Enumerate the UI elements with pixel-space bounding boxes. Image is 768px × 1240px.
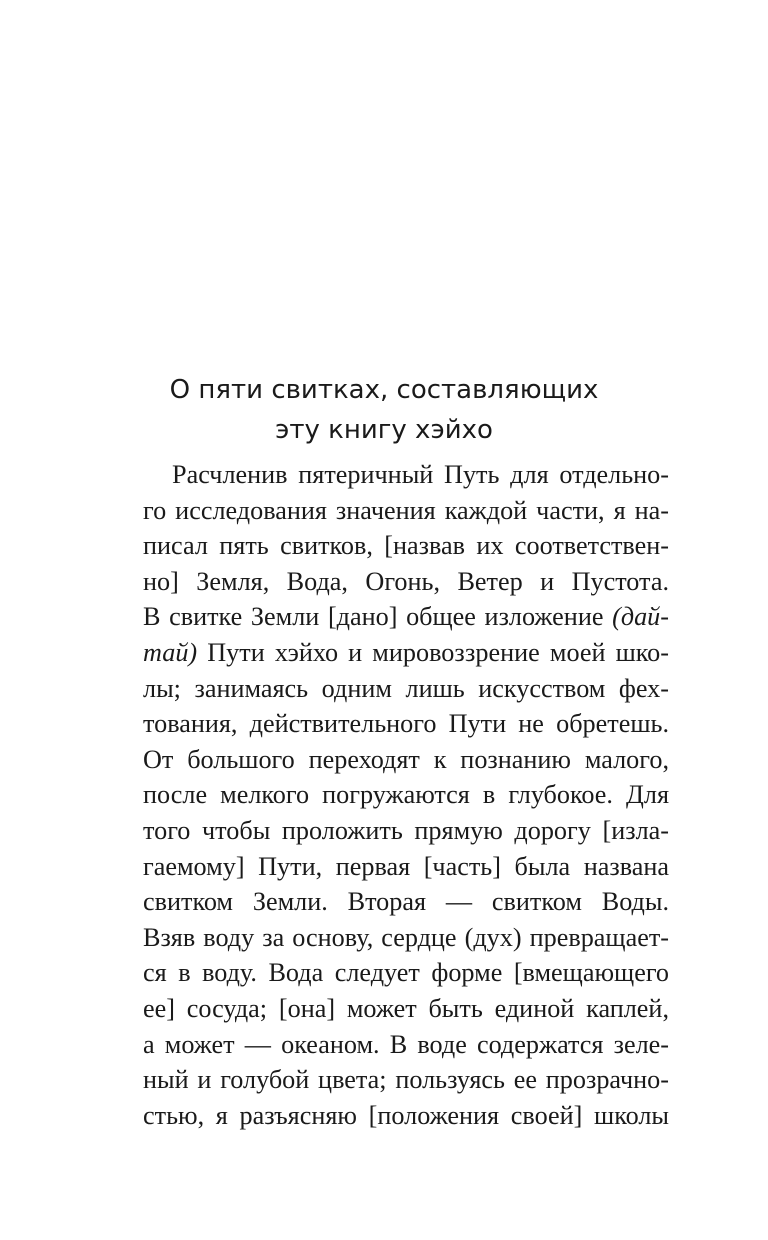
italic-term: тай) [143, 637, 198, 667]
chapter-heading [120, 370, 648, 450]
text-line: го исследования значения каждой части, я на- [143, 495, 669, 525]
text-line: ее] сосуда; [она] может быть единой каплей, [143, 993, 669, 1023]
chapter-heading-line-1: О пяти свитках, составляющих [169, 375, 599, 405]
text-line-segment: В свитке Земли [дано] общее изложение [143, 602, 604, 632]
text-line: стью, я разъясняю [положения своей] школы [143, 1100, 669, 1130]
text-line [143, 599, 669, 635]
text-line: ся в воду. Вода следует форме [вмещающего [143, 958, 669, 988]
text-line-segment: Пути хэйхо и мировоззрение моей шко- [207, 637, 669, 667]
text-line: Взяв воду за основу, сердце (дух) превращает- [143, 922, 669, 952]
text-line: свитком Земли. Вторая — свитком Воды. [143, 887, 669, 917]
text-line: ный и голубой цвета; пользуясь ее прозрачно- [143, 1065, 669, 1095]
body-paragraph [143, 457, 669, 1133]
text-line: лы; занимаясь одним лишь искусством фех- [143, 673, 669, 703]
text-line: того чтобы проложить прямую дорогу [изла- [143, 815, 669, 845]
text-line [143, 635, 669, 671]
text-line: Расчленив пятеричный Путь для отдельно- [172, 460, 669, 489]
text-line: но] Земля, Вода, Огонь, Ветер и Пустота. [143, 566, 669, 596]
text-line: От большого переходят к познанию малого, [143, 744, 669, 774]
italic-term: (дай- [612, 602, 669, 632]
text-line: а может — океаном. В воде содержатся зеле- [143, 1029, 669, 1059]
text-line: после мелкого погружаются в глубокое. Для [143, 780, 669, 810]
text-line: писал пять свитков, [назвав их соответствен- [143, 531, 669, 561]
chapter-heading-line-2: эту книгу хэйхо [275, 415, 493, 445]
text-line: гаемому] Пути, первая [часть] была названа [143, 851, 669, 881]
text-line: тования, действительного Пути не обретешь. [143, 709, 669, 739]
